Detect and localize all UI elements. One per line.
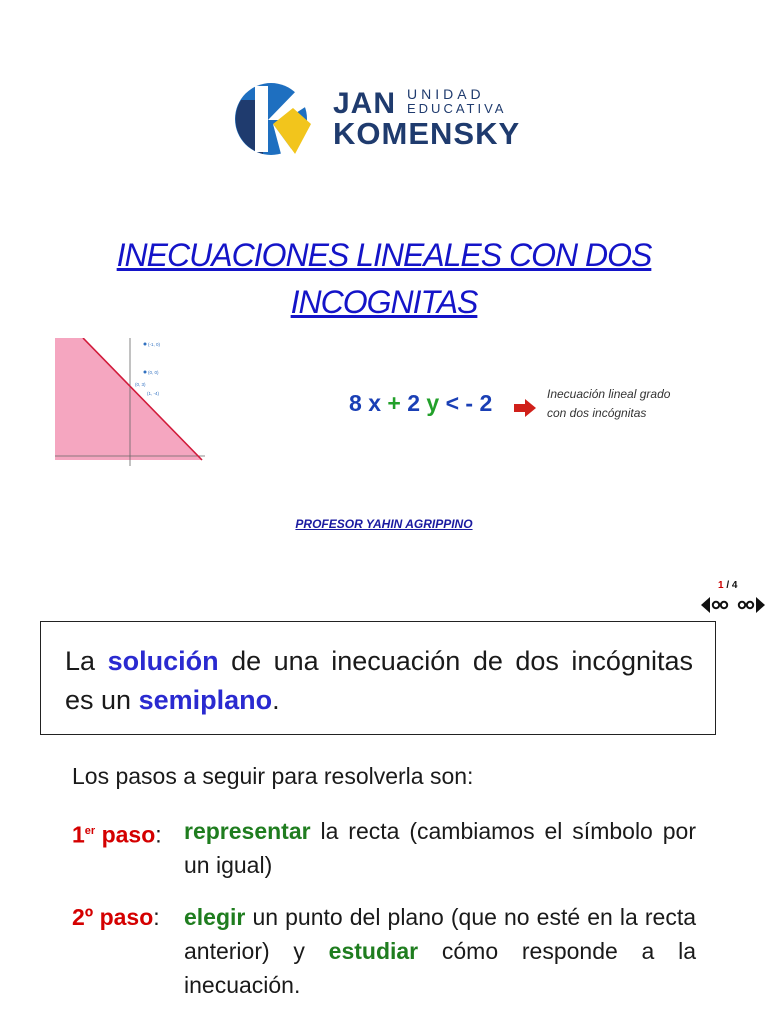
term-solucion: solución <box>107 646 219 676</box>
var-x: x <box>368 390 381 416</box>
less-than-sign: < <box>445 390 460 416</box>
step-2-colon: : <box>153 904 160 930</box>
prev-arrow-icon[interactable] <box>700 595 730 615</box>
rhs-value: - 2 <box>465 390 493 416</box>
graph-label: (0, 3) <box>135 382 146 387</box>
box-text-2: de una inecuación de dos incógnitas es un <box>65 646 693 715</box>
step-1-superscript: er <box>84 825 96 837</box>
graph-label: (-1, 0) <box>148 342 161 347</box>
logo-jan: JAN <box>333 87 397 120</box>
right-arrow-icon <box>513 396 537 420</box>
step-1 <box>72 814 696 884</box>
step-1-word: paso <box>95 821 156 848</box>
logo-mark-icon <box>233 80 313 160</box>
step-2 <box>72 900 696 1010</box>
box-text-1: La <box>65 646 108 676</box>
logo-educativa: EDUCATIVA <box>407 101 507 116</box>
logo-komensky: KOMENSKY <box>333 116 521 151</box>
step-2-label <box>72 900 160 934</box>
step-1-label <box>72 814 162 852</box>
document-title <box>60 232 708 326</box>
professor-name: PROFESOR YAHIN AGRIPPINO <box>295 517 473 531</box>
step-2-body <box>184 900 696 1002</box>
equation-desc-line-1: Inecuación lineal grado <box>547 387 671 401</box>
semiplane-graph <box>55 338 205 466</box>
plus-sign: + <box>387 390 401 416</box>
page-navigator <box>700 578 766 618</box>
coef-y: 2 <box>407 390 420 416</box>
step-2-text-1: un punto del plano (que no esté en la recta anterior) y <box>184 904 696 964</box>
logo-unidad: UNIDAD <box>407 86 485 102</box>
steps-intro: Los pasos a seguir para resolverla son: <box>72 763 474 789</box>
current-page: 1 <box>718 580 724 591</box>
page-counter <box>718 580 737 591</box>
step-1-colon: : <box>155 821 162 848</box>
step-1-action: representar <box>184 818 311 844</box>
box-text-3: . <box>272 685 280 715</box>
step-1-body <box>184 814 696 882</box>
title-line-2: INCOGNITAS <box>290 284 478 320</box>
school-logo <box>233 80 543 160</box>
next-arrow-icon[interactable] <box>736 595 766 615</box>
definition-box <box>40 621 716 735</box>
step-1-number: 1 <box>72 821 85 848</box>
inequation <box>349 390 492 417</box>
title-line-1: INECUACIONES LINEALES CON DOS <box>116 237 652 273</box>
term-semiplano: semiplano <box>138 685 273 715</box>
step-2-word: 2º paso <box>72 904 154 930</box>
equation-description <box>547 385 687 423</box>
step-1-text: la recta (cambiamos el símbolo por un igual) <box>184 818 696 878</box>
coef-x: 8 <box>349 390 362 416</box>
step-2-action-2: estudiar <box>328 938 419 964</box>
total-pages: 4 <box>731 580 738 591</box>
page-separator: / <box>723 580 732 591</box>
var-y: y <box>426 390 440 416</box>
graph-label: (1, -4) <box>147 391 160 396</box>
step-2-text-2: cómo responde a la inecuación. <box>184 938 696 998</box>
step-2-action-1: elegir <box>184 904 246 930</box>
graph-label: (0, 0) <box>148 370 159 375</box>
equation-desc-line-2: con dos incógnitas <box>547 406 647 420</box>
